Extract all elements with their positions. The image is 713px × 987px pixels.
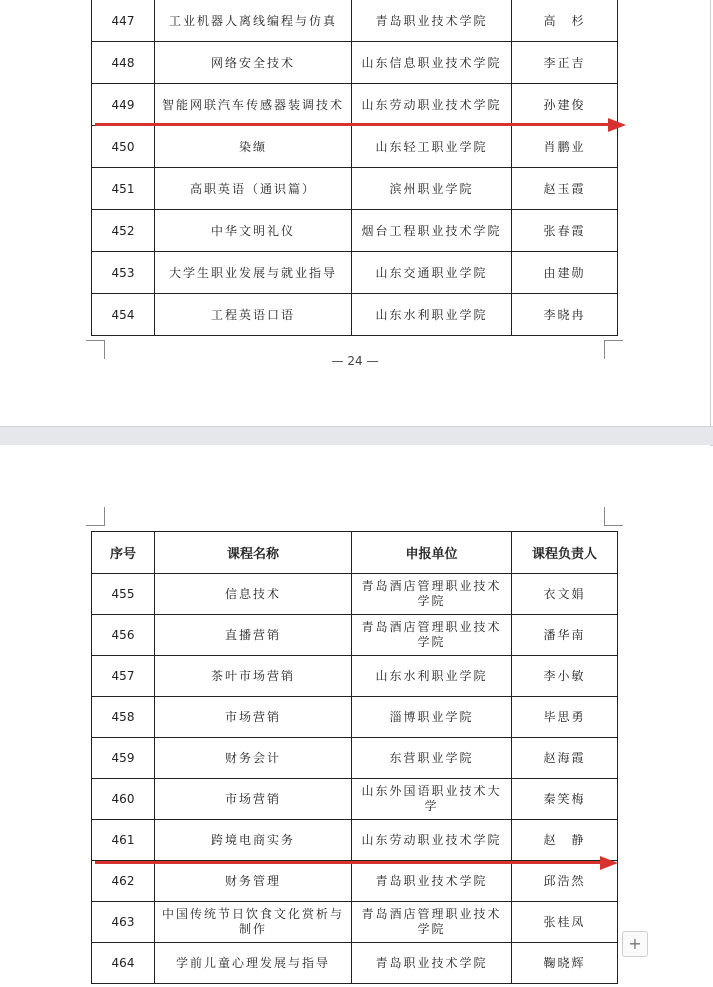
table-row bbox=[92, 210, 618, 252]
row-number: 464 bbox=[92, 943, 155, 984]
table-row bbox=[92, 943, 618, 984]
row-number: 455 bbox=[92, 574, 155, 615]
table-row bbox=[92, 738, 618, 779]
course-leader: 由建勋 bbox=[512, 252, 618, 294]
table-row bbox=[92, 820, 618, 861]
course-leader: 孙建俊 bbox=[512, 84, 618, 126]
header-number: 序号 bbox=[92, 532, 155, 574]
row-number: 451 bbox=[92, 168, 155, 210]
course-leader: 潘华南 bbox=[512, 615, 618, 656]
applicant-unit: 淄博职业学院 bbox=[352, 697, 512, 738]
course-leader: 张春霞 bbox=[512, 210, 618, 252]
course-name: 财务会计 bbox=[155, 738, 352, 779]
course-name: 染缬 bbox=[155, 126, 352, 168]
course-name: 工程英语口语 bbox=[155, 294, 352, 336]
applicant-unit: 山东水利职业学院 bbox=[352, 294, 512, 336]
course-table-page-25 bbox=[91, 531, 618, 984]
row-number: 456 bbox=[92, 615, 155, 656]
applicant-unit: 青岛酒店管理职业技术学院 bbox=[352, 902, 512, 943]
course-name: 茶叶市场营销 bbox=[155, 656, 352, 697]
row-number: 450 bbox=[92, 126, 155, 168]
header-course-leader: 课程负责人 bbox=[512, 532, 618, 574]
row-number: 459 bbox=[92, 738, 155, 779]
red-arrow-annotation bbox=[95, 118, 626, 132]
table-row bbox=[92, 168, 618, 210]
page-separator bbox=[0, 426, 713, 446]
course-name: 工业机器人离线编程与仿真 bbox=[155, 0, 352, 42]
applicant-unit: 山东外国语职业技术大学 bbox=[352, 779, 512, 820]
row-number: 461 bbox=[92, 820, 155, 861]
document-page-24 bbox=[0, 0, 711, 426]
applicant-unit: 青岛职业技术学院 bbox=[352, 0, 512, 42]
course-leader: 赵 静 bbox=[512, 820, 618, 861]
course-name: 网络安全技术 bbox=[155, 42, 352, 84]
row-number: 463 bbox=[92, 902, 155, 943]
course-name: 跨境电商实务 bbox=[155, 820, 352, 861]
margin-mark-top-left bbox=[86, 507, 105, 526]
header-applicant-unit: 申报单位 bbox=[352, 532, 512, 574]
course-leader: 李小敏 bbox=[512, 656, 618, 697]
applicant-unit: 青岛职业技术学院 bbox=[352, 943, 512, 984]
table-row bbox=[92, 294, 618, 336]
applicant-unit: 山东水利职业学院 bbox=[352, 656, 512, 697]
applicant-unit: 青岛酒店管理职业技术学院 bbox=[352, 574, 512, 615]
applicant-unit: 滨州职业学院 bbox=[352, 168, 512, 210]
applicant-unit: 山东劳动职业技术学院 bbox=[352, 820, 512, 861]
applicant-unit: 山东轻工职业学院 bbox=[352, 126, 512, 168]
course-name: 学前儿童心理发展与指导 bbox=[155, 943, 352, 984]
add-button[interactable]: + bbox=[622, 931, 648, 957]
course-leader: 秦笑梅 bbox=[512, 779, 618, 820]
course-name: 中华文明礼仪 bbox=[155, 210, 352, 252]
table-row bbox=[92, 574, 618, 615]
row-number: 460 bbox=[92, 779, 155, 820]
applicant-unit: 山东信息职业技术学院 bbox=[352, 42, 512, 84]
applicant-unit: 烟台工程职业技术学院 bbox=[352, 210, 512, 252]
course-name: 中国传统节日饮食文化赏析与制作 bbox=[155, 902, 352, 943]
course-leader: 高 杉 bbox=[512, 0, 618, 42]
table-header-row bbox=[92, 532, 618, 574]
row-number: 447 bbox=[92, 0, 155, 42]
margin-mark-top-right bbox=[604, 507, 623, 526]
applicant-unit: 东营职业学院 bbox=[352, 738, 512, 779]
course-table-page-24 bbox=[91, 0, 618, 336]
red-arrow-annotation bbox=[95, 856, 618, 870]
table-row bbox=[92, 697, 618, 738]
table-row bbox=[92, 0, 618, 42]
row-number: 462 bbox=[92, 861, 155, 902]
course-name: 财务管理 bbox=[155, 861, 352, 902]
header-course-name: 课程名称 bbox=[155, 532, 352, 574]
course-leader: 赵玉霞 bbox=[512, 168, 618, 210]
row-number: 453 bbox=[92, 252, 155, 294]
row-number: 448 bbox=[92, 42, 155, 84]
table-row bbox=[92, 779, 618, 820]
course-name: 大学生职业发展与就业指导 bbox=[155, 252, 352, 294]
course-leader: 毕思勇 bbox=[512, 697, 618, 738]
course-leader: 鞠晓辉 bbox=[512, 943, 618, 984]
course-leader: 赵海霞 bbox=[512, 738, 618, 779]
course-leader: 肖鹏业 bbox=[512, 126, 618, 168]
course-name: 高职英语（通识篇） bbox=[155, 168, 352, 210]
document-page-25 bbox=[0, 445, 710, 987]
row-number: 458 bbox=[92, 697, 155, 738]
table-row bbox=[92, 42, 618, 84]
course-leader: 邱浩然 bbox=[512, 861, 618, 902]
applicant-unit: 山东交通职业学院 bbox=[352, 252, 512, 294]
course-name: 市场营销 bbox=[155, 779, 352, 820]
course-leader: 李正吉 bbox=[512, 42, 618, 84]
table-row bbox=[92, 252, 618, 294]
course-leader: 衣文娟 bbox=[512, 574, 618, 615]
course-name: 市场营销 bbox=[155, 697, 352, 738]
course-leader: 张桂凤 bbox=[512, 902, 618, 943]
row-number: 454 bbox=[92, 294, 155, 336]
row-number: 449 bbox=[92, 84, 155, 126]
applicant-unit: 青岛酒店管理职业技术学院 bbox=[352, 615, 512, 656]
course-name: 直播营销 bbox=[155, 615, 352, 656]
row-number: 452 bbox=[92, 210, 155, 252]
course-name: 信息技术 bbox=[155, 574, 352, 615]
row-number: 457 bbox=[92, 656, 155, 697]
page-number: — 24 — bbox=[331, 354, 379, 368]
applicant-unit: 山东劳动职业技术学院 bbox=[352, 84, 512, 126]
course-name: 智能网联汽车传感器装调技术 bbox=[155, 84, 352, 126]
table-row bbox=[92, 902, 618, 943]
table-row bbox=[92, 656, 618, 697]
table-row bbox=[92, 615, 618, 656]
course-leader: 李晓冉 bbox=[512, 294, 618, 336]
applicant-unit: 青岛职业技术学院 bbox=[352, 861, 512, 902]
